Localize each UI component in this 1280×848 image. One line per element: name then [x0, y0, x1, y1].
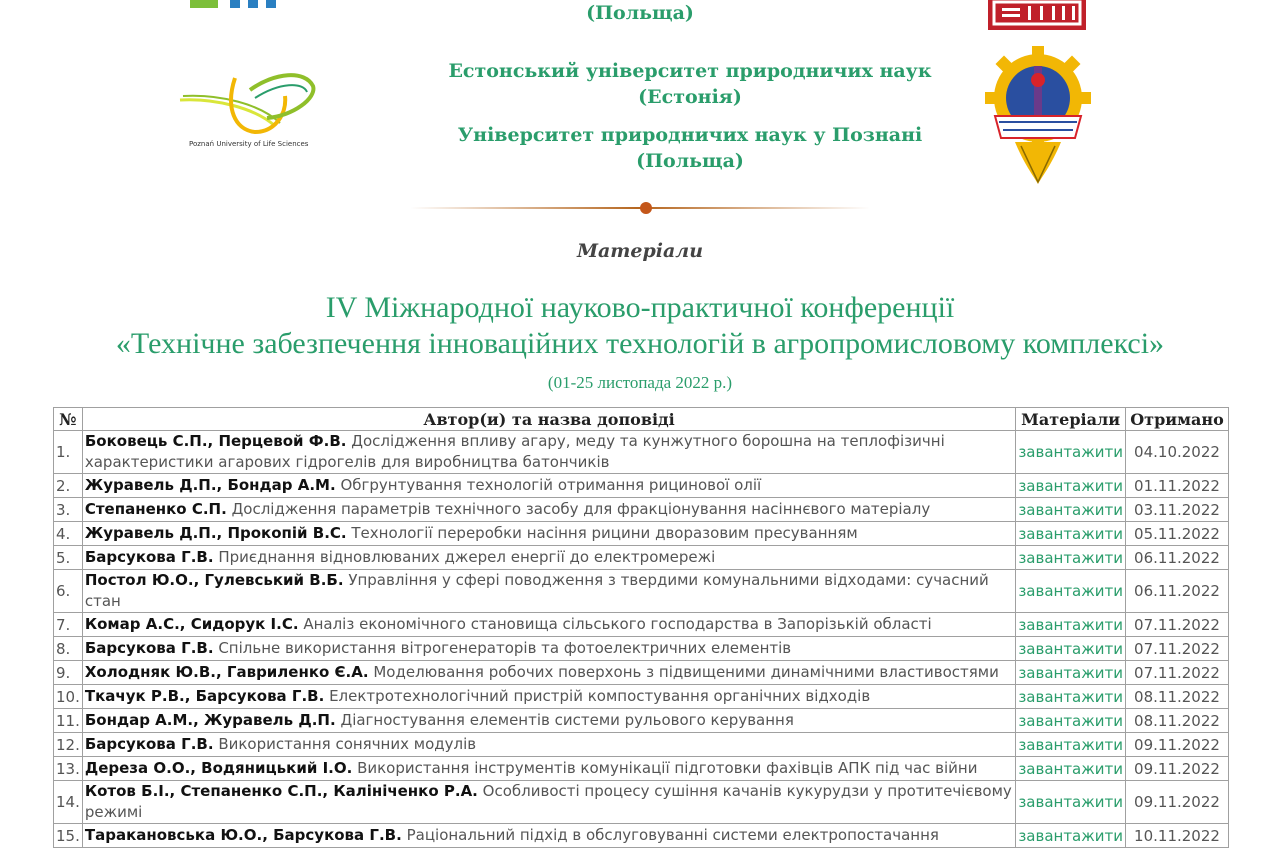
row-materials — [1016, 570, 1126, 613]
row-number: 9. — [54, 661, 83, 685]
table-row — [54, 661, 1229, 685]
row-received-date: 08.11.2022 — [1126, 709, 1229, 733]
row-authors: Степаненко С.П. — [84, 500, 227, 518]
row-authors: Холодняк Ю.В., Гавриленко Є.А. — [84, 663, 369, 681]
row-received-date: 03.11.2022 — [1126, 498, 1229, 522]
download-link[interactable]: завантажити — [1018, 639, 1123, 658]
table-row — [54, 613, 1229, 637]
row-materials — [1016, 522, 1126, 546]
row-materials — [1016, 661, 1126, 685]
row-authors: Журавель Д.П., Бондар А.М. — [84, 476, 336, 494]
row-number: 10. — [54, 685, 83, 709]
row-report — [82, 685, 1015, 709]
header-received: Отримано — [1126, 408, 1229, 431]
table-row — [54, 474, 1229, 498]
row-report — [82, 498, 1015, 522]
row-report — [82, 474, 1015, 498]
row-title: Аналіз економічного становища сільського господарства в Запорізькій області — [303, 615, 932, 633]
partner-poznan-country: (Польща) — [636, 150, 744, 172]
row-number: 13. — [54, 757, 83, 781]
row-authors: Боковець С.П., Перцевой Ф.В. — [84, 432, 347, 450]
row-materials — [1016, 613, 1126, 637]
row-materials — [1016, 781, 1126, 824]
row-received-date: 06.11.2022 — [1126, 546, 1229, 570]
row-report — [82, 613, 1015, 637]
reports-table — [53, 407, 1229, 848]
row-materials — [1016, 546, 1126, 570]
row-materials — [1016, 498, 1126, 522]
row-title: Технології переробки насіння рицини дворазовим пресуванням — [351, 524, 858, 542]
row-report — [82, 546, 1015, 570]
row-received-date: 09.11.2022 — [1126, 733, 1229, 757]
header-title: Автор(и) та назва доповіді — [82, 408, 1015, 431]
download-link[interactable]: завантажити — [1018, 826, 1123, 845]
download-link[interactable]: завантажити — [1018, 582, 1123, 600]
row-report — [82, 637, 1015, 661]
row-title: Обгрунтування технологій отримання рицинової олії — [340, 476, 762, 494]
row-authors: Комар А.С., Сидорук І.С. — [84, 615, 299, 633]
partner-estonia — [340, 58, 1040, 110]
row-report — [82, 661, 1015, 685]
table-row — [54, 570, 1229, 613]
row-materials — [1016, 474, 1126, 498]
row-materials — [1016, 685, 1126, 709]
download-link[interactable]: завантажити — [1018, 663, 1123, 682]
table-row — [54, 824, 1229, 848]
row-title: Електротехнологічний пристрій компостування органічних відходів — [329, 687, 871, 705]
row-authors: Таракановська Ю.О., Барсукова Г.В. — [84, 826, 402, 844]
poznan-university-logo — [175, 68, 320, 154]
table-row — [54, 431, 1229, 474]
partner-estonia-name: Естонський університет природничих наук — [448, 60, 932, 82]
partner-poznan-name: Університет природничих наук у Познані — [457, 124, 923, 146]
table-row — [54, 546, 1229, 570]
row-number: 4. — [54, 522, 83, 546]
row-number: 15. — [54, 824, 83, 848]
row-received-date: 04.10.2022 — [1126, 431, 1229, 474]
partner-poznan — [340, 122, 1040, 174]
row-report — [82, 570, 1015, 613]
row-received-date: 07.11.2022 — [1126, 613, 1229, 637]
row-number: 5. — [54, 546, 83, 570]
row-authors: Дереза О.О., Водяницький І.О. — [84, 759, 353, 777]
row-authors: Бондар А.М., Журавель Д.П. — [84, 711, 336, 729]
materials-heading: Матеріали — [576, 240, 704, 262]
row-report — [82, 781, 1015, 824]
download-link[interactable]: завантажити — [1018, 443, 1123, 461]
conference-title — [0, 290, 1280, 362]
row-report — [82, 431, 1015, 474]
download-link[interactable]: завантажити — [1018, 793, 1123, 811]
download-link[interactable]: завантажити — [1018, 711, 1123, 730]
row-title: Особливості процесу сушіння качанів кукурудзи у протитечієвому режимі — [84, 782, 1012, 821]
row-report — [82, 757, 1015, 781]
row-received-date: 05.11.2022 — [1126, 522, 1229, 546]
row-received-date: 09.11.2022 — [1126, 781, 1229, 824]
table-row — [54, 637, 1229, 661]
row-received-date: 09.11.2022 — [1126, 757, 1229, 781]
row-title: Моделювання робочих поверхонь з підвищеними динамічними властивостями — [373, 663, 999, 681]
row-number: 2. — [54, 474, 83, 498]
partner-top-country: (Польща) — [586, 2, 694, 24]
download-link[interactable]: завантажити — [1018, 615, 1123, 634]
row-received-date: 10.11.2022 — [1126, 824, 1229, 848]
header-materials: Матеріали — [1016, 408, 1126, 431]
row-number: 12. — [54, 733, 83, 757]
row-number: 1. — [54, 431, 83, 474]
row-authors: Котов Б.І., Степаненко С.П., Калініченко Р.А. — [84, 782, 478, 800]
row-report — [82, 733, 1015, 757]
row-received-date: 07.11.2022 — [1126, 637, 1229, 661]
row-title: Використання сонячних модулів — [218, 735, 477, 753]
row-report — [82, 709, 1015, 733]
row-title: Приєднання відновлюваних джерел енергії до електромережі — [218, 548, 716, 566]
poznan-logo-caption: Poznań University of Life Sciences — [189, 140, 309, 148]
download-link[interactable]: завантажити — [1018, 476, 1123, 495]
table-row — [54, 757, 1229, 781]
table-row — [54, 522, 1229, 546]
row-title: Спільне використання вітрогенераторів та фотоелектричних елементів — [218, 639, 792, 657]
row-number: 11. — [54, 709, 83, 733]
row-materials — [1016, 637, 1126, 661]
row-title: Дослідження впливу агару, меду та кунжутного борошна на теплофізичні характеристики агарових гідрогелів для виробництва батончиків — [84, 432, 945, 471]
download-link[interactable]: завантажити — [1018, 500, 1123, 519]
conference-dates: (01-25 листопада 2022 р.) — [547, 373, 733, 392]
row-authors: Журавель Д.П., Прокопій В.С. — [84, 524, 347, 542]
table-row — [54, 498, 1229, 522]
row-title: Діагностування елементів системи рульового керування — [340, 711, 794, 729]
row-authors: Барсукова Г.В. — [84, 548, 214, 566]
table-row — [54, 709, 1229, 733]
row-received-date: 08.11.2022 — [1126, 685, 1229, 709]
row-received-date: 07.11.2022 — [1126, 661, 1229, 685]
download-link[interactable]: завантажити — [1018, 548, 1123, 567]
download-link[interactable]: завантажити — [1018, 687, 1123, 706]
row-title: Дослідження параметрів технічного засобу для фракціонування насіннєвого матеріалу — [231, 500, 931, 518]
table-row — [54, 733, 1229, 757]
row-materials — [1016, 709, 1126, 733]
row-authors: Ткачук Р.В., Барсукова Г.В. — [84, 687, 325, 705]
row-title: Використання інструментів комунікації підготовки фахівців АПК під час війни — [357, 759, 978, 777]
download-link[interactable]: завантажити — [1018, 759, 1123, 778]
row-authors: Постол Ю.О., Гулевський В.Б. — [84, 571, 344, 589]
row-number: 6. — [54, 570, 83, 613]
table-header-row — [54, 408, 1229, 431]
row-number: 7. — [54, 613, 83, 637]
row-authors: Барсукова Г.В. — [84, 639, 214, 657]
row-number: 8. — [54, 637, 83, 661]
row-report — [82, 522, 1015, 546]
row-materials — [1016, 824, 1126, 848]
row-materials — [1016, 431, 1126, 474]
row-number: 14. — [54, 781, 83, 824]
row-materials — [1016, 757, 1126, 781]
emu-logo — [988, 0, 1086, 34]
download-link[interactable]: завантажити — [1018, 735, 1123, 754]
row-report — [82, 824, 1015, 848]
conference-title-line1: IV Міжнародної науково-практичної конференції — [325, 291, 955, 324]
row-received-date: 01.11.2022 — [1126, 474, 1229, 498]
table-row — [54, 685, 1229, 709]
row-authors: Барсукова Г.В. — [84, 735, 214, 753]
table-row — [54, 781, 1229, 824]
header-num: № — [54, 408, 83, 431]
row-materials — [1016, 733, 1126, 757]
row-title: Раціональний підхід в обслуговуванні системи електропостачання — [406, 826, 939, 844]
conference-title-line2: «Технічне забезпечення інноваційних технологій в агропромисловому комплексі» — [115, 327, 1165, 360]
row-received-date: 06.11.2022 — [1126, 570, 1229, 613]
decorative-divider — [410, 200, 870, 220]
partner-estonia-country: (Естонія) — [638, 86, 742, 108]
download-link[interactable]: завантажити — [1018, 524, 1123, 543]
row-title: Управління у сфері поводження з твердими комунальними відходами: сучасний стан — [84, 571, 989, 610]
row-number: 3. — [54, 498, 83, 522]
